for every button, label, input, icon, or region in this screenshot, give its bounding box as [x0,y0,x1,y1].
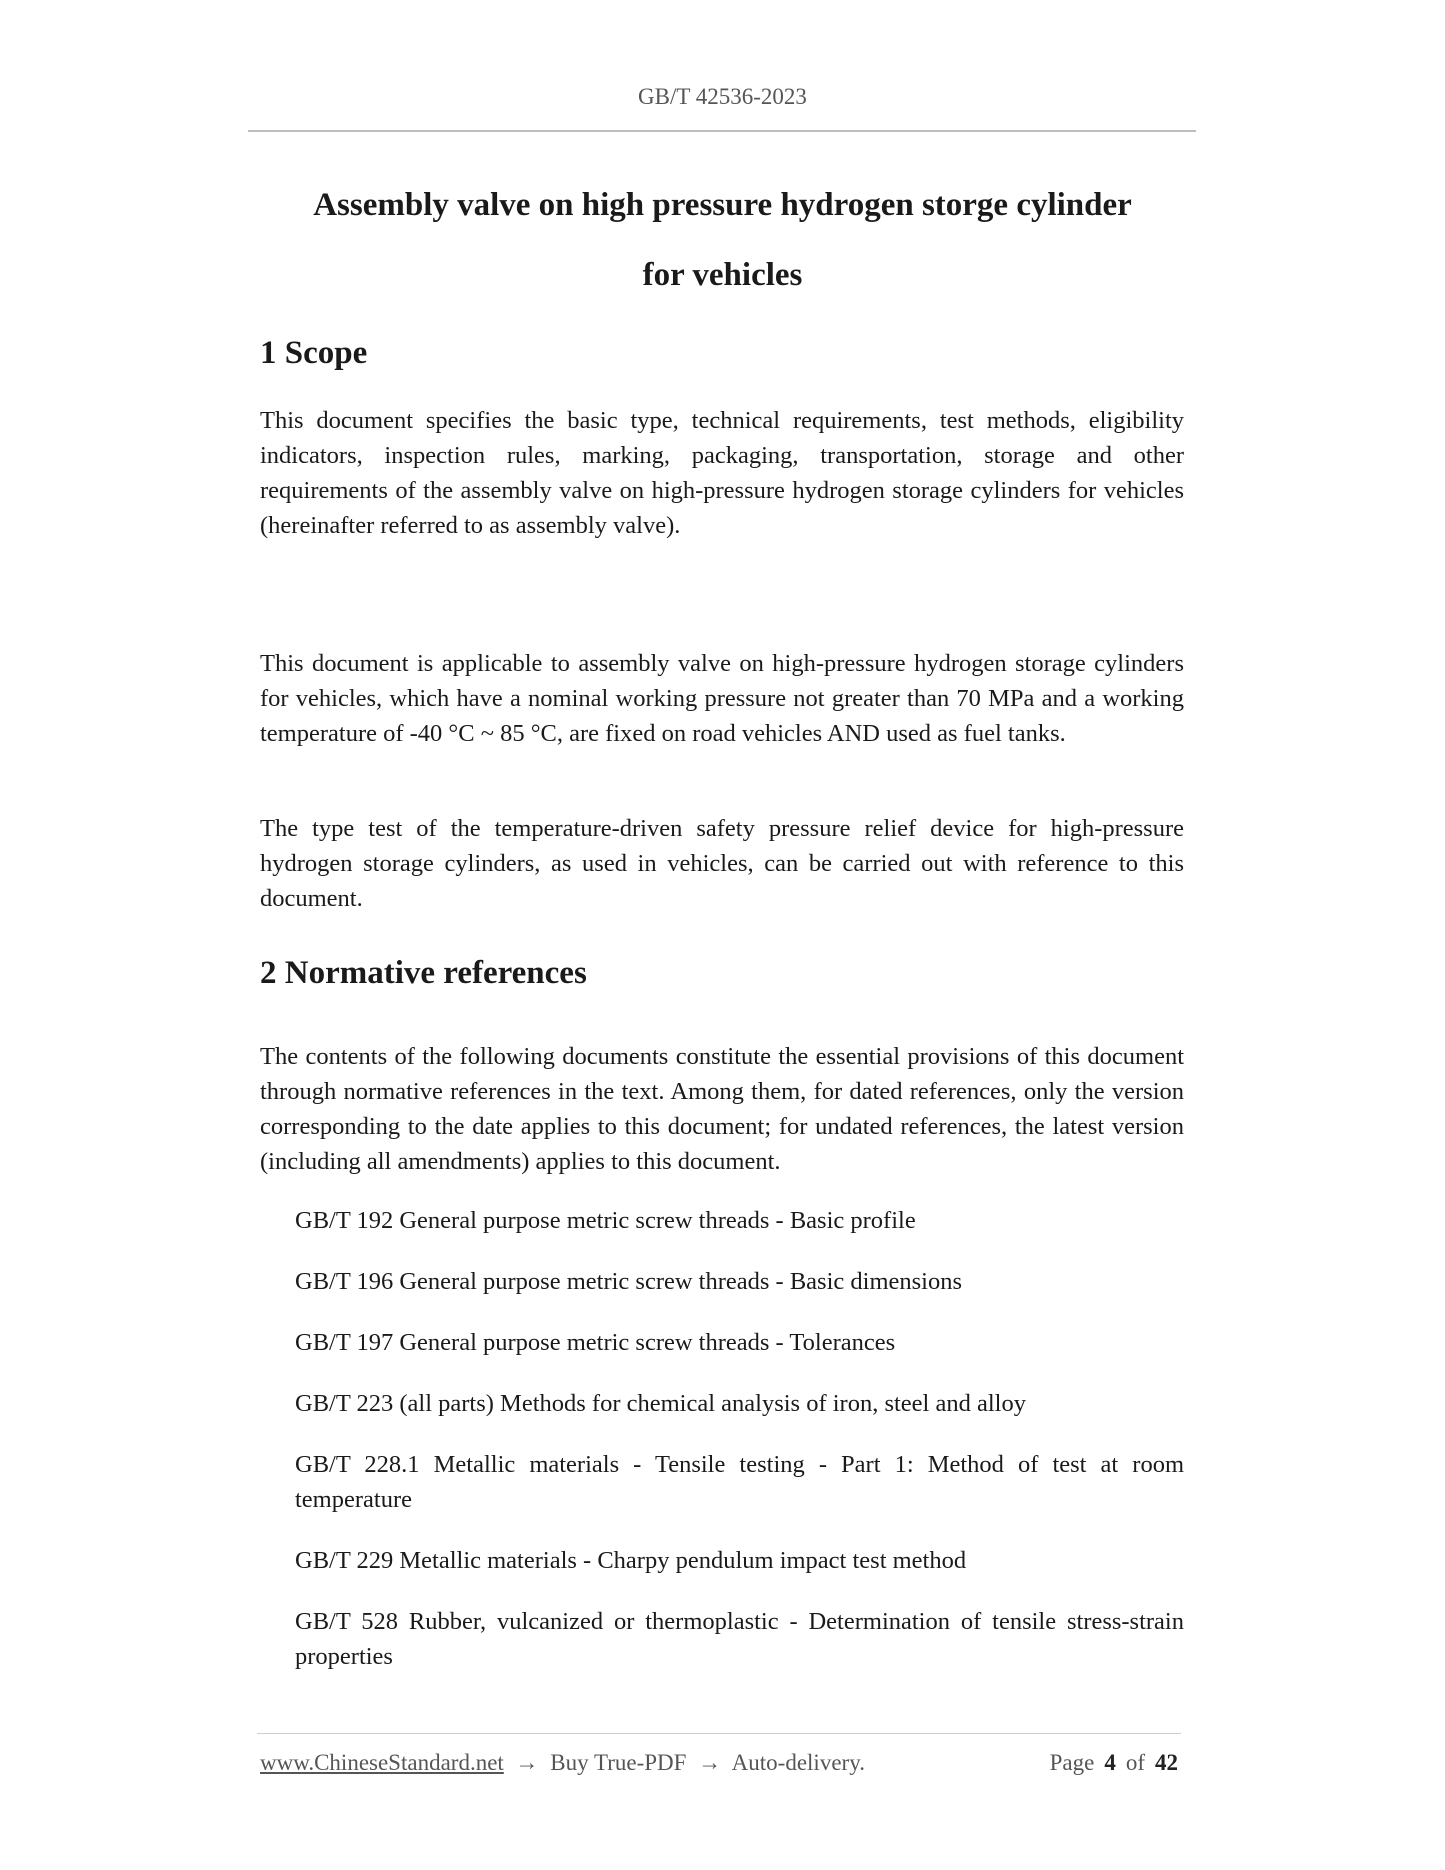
page-indicator [1050,1750,1178,1776]
scope-paragraph-1: This document specifies the basic type, technical requirements, test methods, eligibility indicators, inspection rules, marking, packaging, transportation, storage and other requirements of the assembly valve on high-pressure hydrogen storage cylinders for vehicles (hereinafter referred to as assembly valve). [260,407,1184,539]
arrow-right-icon: → [698,1750,722,1775]
reference-list [295,1203,1184,1700]
reference-item: GB/T 229 Metallic materials - Charpy pendulum impact test method [295,1547,967,1574]
footer-promo [260,1750,865,1776]
document-title [200,170,1245,310]
section-heading-normative-references: 2 Normative references [260,955,587,991]
document-title-line-1: Assembly valve on high pressure hydrogen storge cylinder [313,187,1132,223]
normative-references-intro: The contents of the following documents constitute the essential provisions of this document through normative references in the text. Among them, for dated references, only the version corresponding to the date applies to this document; for undated references, the latest version (including all amendments) applies to this document. [260,1043,1184,1175]
auto-delivery-text: Auto-delivery. [731,1750,865,1775]
reference-item: GB/T 223 (all parts) Methods for chemical analysis of iron, steel and alloy [295,1390,1026,1417]
reference-item: GB/T 192 General purpose metric screw threads - Basic profile [295,1207,916,1234]
footer-divider [257,1733,1181,1734]
buy-pdf-text: Buy True-PDF [550,1750,687,1775]
document-title-line-2: for vehicles [642,257,803,293]
page-label: Page [1049,1750,1095,1775]
reference-item: GB/T 228.1 Metallic materials - Tensile testing - Part 1: Method of test at room temperature [295,1451,1184,1513]
of-label: of [1125,1750,1145,1775]
reference-item: GB/T 197 General purpose metric screw threads - Tolerances [295,1329,896,1356]
arrow-right-icon: → [515,1750,539,1775]
scope-paragraph-3: The type test of the temperature-driven safety pressure relief device for high-pressure hydrogen storage cylinders, as used in vehicles, can be carried out with reference to this document. [260,815,1184,912]
scope-paragraph-2: This document is applicable to assembly valve on high-pressure hydrogen storage cylinders for vehicles, which have a nominal working pressure not greater than 70 MPa and a working temperature of -40 °C ~ 85 °C, are fixed on road vehicles AND used as fuel tanks. [260,650,1184,747]
current-page-number: 4 [1104,1750,1116,1775]
reference-item: GB/T 196 General purpose metric screw threads - Basic dimensions [295,1268,963,1295]
total-page-number: 42 [1155,1750,1178,1775]
standard-code-header: GB/T 42536-2023 [638,84,807,109]
section-heading-scope: 1 Scope [260,335,368,371]
page-footer [260,1750,1178,1776]
header-divider [248,130,1196,132]
reference-item: GB/T 528 Rubber, vulcanized or thermoplastic - Determination of tensile stress-strain properties [295,1608,1184,1670]
chinesestandard-link[interactable]: www.ChineseStandard.net [260,1750,504,1775]
